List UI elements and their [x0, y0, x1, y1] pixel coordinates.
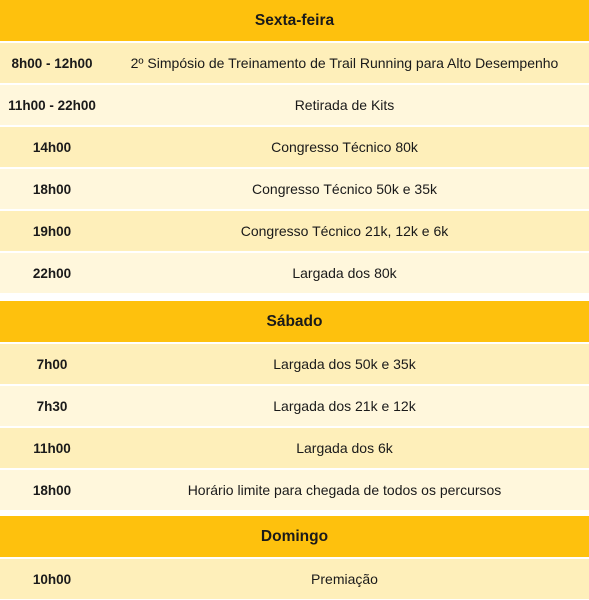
schedule-row	[0, 470, 589, 510]
schedule-row	[0, 559, 589, 599]
day-header-domingo	[0, 516, 589, 557]
event-time: 7h30	[36, 398, 68, 414]
event-time: 8h00 - 12h00	[11, 55, 93, 71]
event-time: 19h00	[32, 223, 72, 239]
event-time: 18h00	[32, 482, 72, 498]
schedule-row	[0, 211, 589, 251]
event-description: Largada dos 80k	[292, 265, 397, 281]
day-header-sexta-feira	[0, 0, 589, 41]
event-description: Horário limite para chegada de todos os percursos	[187, 482, 502, 498]
schedule-row	[0, 253, 589, 293]
event-description: Congresso Técnico 50k e 35k	[252, 181, 437, 197]
event-description: Congresso Técnico 21k, 12k e 6k	[240, 223, 449, 239]
event-description: Retirada de Kits	[294, 97, 395, 113]
event-description: Largada dos 21k e 12k	[273, 398, 416, 414]
day-title: Sexta-feira	[254, 11, 335, 29]
event-time: 7h00	[36, 356, 68, 372]
event-time: 11h00	[33, 440, 71, 456]
schedule-row	[0, 43, 589, 83]
event-description: 2º Simpósio de Treinamento de Trail Running para Alto Desempenho	[130, 55, 559, 71]
event-description: Largada dos 6k	[296, 440, 393, 456]
schedule-row	[0, 344, 589, 384]
event-time: 18h00	[32, 181, 72, 197]
event-time: 10h00	[32, 571, 72, 587]
schedule-row	[0, 85, 589, 125]
day-title: Sábado	[266, 312, 323, 330]
event-description: Largada dos 50k e 35k	[273, 356, 416, 372]
day-title: Domingo	[260, 527, 329, 545]
schedule-row	[0, 127, 589, 167]
event-description: Premiação	[311, 571, 378, 587]
schedule-row	[0, 386, 589, 426]
event-time: 14h00	[32, 139, 72, 155]
event-time: 22h00	[32, 265, 72, 281]
schedule-row	[0, 169, 589, 209]
schedule-row	[0, 428, 589, 468]
day-header-sabado	[0, 301, 589, 342]
event-description: Congresso Técnico 80k	[271, 139, 418, 155]
event-time: 11h00 - 22h00	[8, 97, 96, 113]
